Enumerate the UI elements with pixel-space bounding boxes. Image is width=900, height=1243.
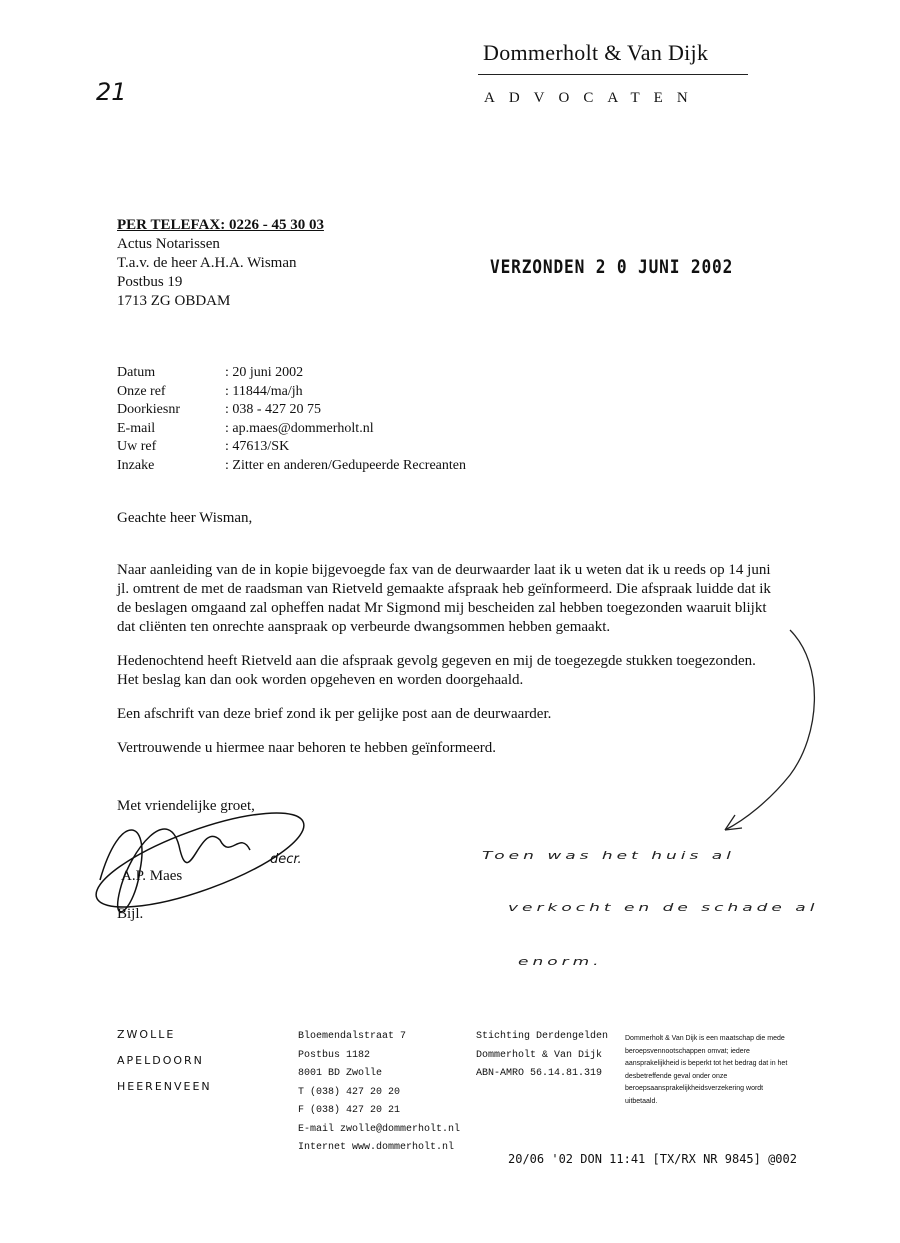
enclosure-label: Bijl.	[117, 906, 144, 922]
paragraph: Naar aanleiding van de in kopie bijgevoegde fax van de deurwaarder laat ik u weten dat ik u reeds op 14 juni jl. omtrent de met de raadsman van Rietveld gemaakte afspraak heb geïnformeerd. Die afspraak luidde dat ik de beslagen omgaand zal opheffen nadat Mr Sigmond mij bescheiden zal hebben toegezonden waaruit blijkt dat cliënten ten onrechte aanspraak op verbeurde dwangsommen hebben gemaakt.	[117, 562, 771, 635]
foundation-line: Dommerholt & Van Dijk	[476, 1049, 603, 1061]
handwritten-note-line: enorm.	[518, 956, 603, 968]
meta-value: : 11844/ma/jh	[225, 383, 303, 399]
handwritten-page-number: 21	[96, 78, 127, 106]
reference-block	[117, 364, 466, 475]
paragraph: Vertrouwende u hiermee naar behoren te hebben geïnformeerd.	[117, 740, 496, 756]
footer-foundation	[476, 1028, 608, 1084]
address-line: T (038) 427 20 20	[298, 1086, 401, 1098]
closing: Met vriendelijke groet,	[117, 798, 255, 814]
meta-value: : 47613/SK	[225, 439, 290, 454]
foundation-line: Stichting Derdengelden	[476, 1031, 609, 1042]
paragraph: Hedenochtend heeft Rietveld aan die afspraak gevolg gegeven en mij de toegezegde stukken toegezonden. Het beslag kan dan ook worden opgeheven en worden doorgehaald.	[117, 653, 756, 688]
signer-name: A.P. Maes	[121, 868, 183, 884]
firm-logo: Dommerholt & Van Dijk	[483, 40, 709, 65]
handwritten-arrow	[700, 625, 840, 835]
enclosure-note: decr.	[270, 852, 302, 867]
fax-transmission-header: 20/06 '02 DON 11:41 [TX/RX NR 9845] @002	[508, 1152, 797, 1166]
letter-body	[117, 561, 777, 773]
sent-stamp: VERZONDEN 2 0 JUNI 2002	[490, 256, 734, 278]
meta-label: Uw ref	[117, 439, 157, 454]
address-line: Bloemendalstraat 7	[298, 1031, 407, 1042]
recipient-block	[117, 216, 324, 311]
city: APELDOORN	[117, 1054, 204, 1067]
handwritten-note-line: Toen was het huis al	[482, 850, 735, 862]
city: HEERENVEEN	[117, 1080, 212, 1093]
meta-label: E-mail	[117, 420, 156, 436]
foundation-line: ABN-AMRO 56.14.81.319	[476, 1068, 603, 1079]
meta-value: : ap.maes@dommerholt.nl	[225, 420, 374, 436]
meta-label: Datum	[117, 365, 156, 380]
meta-label: Inzake	[117, 457, 155, 473]
handwritten-note-line: verkocht en de schade al	[508, 902, 819, 914]
meta-label: Onze ref	[117, 383, 166, 399]
recipient-line: 1713 ZG OBDAM	[117, 293, 231, 309]
office-cities	[117, 1022, 212, 1100]
legal-disclaimer: Dommerholt & Van Dijk is een maatschap die mede beroepsvennootschappen omvat; iedere aansprakelijkheid is beperkt tot het bedrag dat in het desbetreffende geval onder onze beroepsaansprakelijkheidsverzekering wordt uitbetaald.	[625, 1035, 788, 1105]
recipient-line: Postbus 19	[117, 274, 183, 290]
logo-divider	[478, 74, 748, 75]
city: ZWOLLE	[117, 1028, 176, 1041]
address-line: Postbus 1182	[298, 1049, 371, 1061]
address-line: Internet www.dommerholt.nl	[298, 1142, 455, 1153]
firm-subtitle: ADVOCATEN	[484, 90, 702, 106]
recipient-line: T.a.v. de heer A.H.A. Wisman	[117, 255, 297, 271]
meta-label: Doorkiesnr	[117, 402, 180, 417]
salutation: Geachte heer Wisman,	[117, 510, 253, 526]
footer-address	[298, 1028, 460, 1158]
address-line: F (038) 427 20 21	[298, 1105, 401, 1116]
meta-value: : 038 - 427 20 75	[225, 402, 322, 417]
address-line: 8001 BD Zwolle	[298, 1068, 383, 1079]
recipient-line: Actus Notarissen	[117, 236, 220, 252]
address-line: E-mail zwolle@dommerholt.nl	[298, 1123, 461, 1135]
paragraph: Een afschrift van deze brief zond ik per gelijke post aan de deurwaarder.	[117, 706, 552, 722]
fax-number-line: PER TELEFAX: 0226 - 45 30 03	[117, 217, 324, 233]
meta-value: : Zitter en anderen/Gedupeerde Recreanten	[225, 457, 466, 473]
meta-value: : 20 juni 2002	[225, 365, 304, 380]
